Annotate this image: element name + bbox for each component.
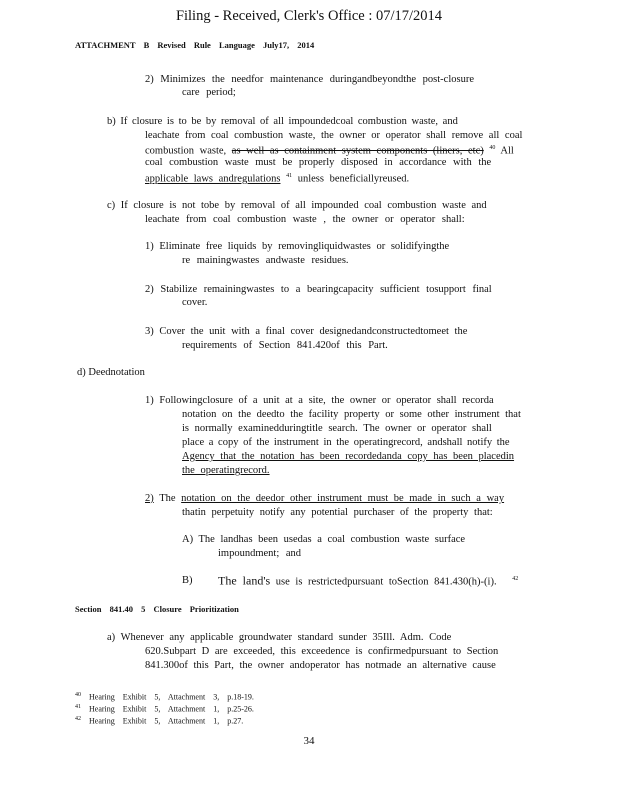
item-B-label: B) xyxy=(182,575,193,586)
footnote-ref-41: 41 xyxy=(286,173,293,179)
struck-text: as well as containment system components (liners, etc) xyxy=(231,145,484,157)
item-A-line-2: impoundment; and xyxy=(218,548,302,559)
footnote-number: 42 xyxy=(75,716,81,722)
page-number: 34 xyxy=(303,735,315,747)
footnote-40 xyxy=(75,690,254,703)
item-c3-line-1: 3) Cover the unit with a final cover designedandconstructedtomeet the xyxy=(145,326,468,337)
underlined-text: applicable laws andregulations xyxy=(145,173,281,185)
item-B-line xyxy=(218,573,518,589)
item-d2-text: The xyxy=(159,493,176,504)
underlined-text: notation on the deedor other instrument must be made in such a way xyxy=(181,493,505,504)
para-b-text: unless beneficiallyreused. xyxy=(297,173,410,185)
item-d2-line-1 xyxy=(145,492,504,505)
para-b-text: combustion waste, xyxy=(145,145,227,157)
item-d1-line-1: 1) Followingclosure of a unit at a site, the owner or operator shall recorda xyxy=(145,395,494,406)
para-b-text: All xyxy=(500,145,514,157)
para-c-line-1: c) If closure is not tobe by removal of all impounded coal combustion waste and xyxy=(107,200,487,211)
item-d2-line-2: thatin perpetuity notify any potential purchaser of the property that: xyxy=(182,507,493,518)
footnote-text: Hearing Exhibit 5, Attachment 1, p.27. xyxy=(89,716,244,726)
footnote-text: Hearing Exhibit 5, Attachment 1, p.25-26. xyxy=(89,704,254,714)
sec-a-line-3: 841.300of this Part, the owner andoperator has notmade an alternative cause xyxy=(145,660,496,671)
item-2-line-2: care period; xyxy=(182,87,236,98)
para-b-line-1: b) If closure is to be by removal of all impoundedcoal combustion waste, and xyxy=(107,116,458,127)
para-b-line-4: coal combustion waste must be properly disposed in accordance with the xyxy=(145,157,492,168)
section-heading: Section 841.40 5 Closure Prioritization xyxy=(75,604,239,614)
footnote-text: Hearing Exhibit 5, Attachment 3, p.18-19. xyxy=(89,692,254,702)
attachment-line: ATTACHMENT B Revised Rule Language July17, 2014 xyxy=(75,40,315,50)
item-A-line-1: A) The landhas been usedas a coal combustion waste surface xyxy=(182,534,466,545)
item-d2-number: 2) xyxy=(145,493,154,504)
footnote-42 xyxy=(75,714,243,727)
item-c3-line-2: requirements of Section 841.420of this Part. xyxy=(182,340,388,351)
item-c2-line-2: cover. xyxy=(182,297,208,308)
item-d1-line-3: is normally examinedduringtitle search. The owner or operator shall xyxy=(182,423,492,434)
item-2-line-1: 2) Minimizes the needfor maintenance duringandbeyondthe post-closure xyxy=(145,74,474,85)
sec-a-line-1: a) Whenever any applicable groundwater standard sunder 35Ill. Adm. Code xyxy=(107,632,452,643)
item-d1-line-4: place a copy of the instrument in the operatingrecord, andshall notify the xyxy=(182,437,510,448)
item-c1-line-2: re mainingwastes andwaste residues. xyxy=(182,255,349,266)
item-c2-line-1: 2) Stabilize remainingwastes to a bearingcapacity sufficient tosupport final xyxy=(145,284,492,295)
item-B-text: use is restrictedpursuant toSection 841.430(h)-(i). xyxy=(275,576,497,588)
para-b-line-2: leachate from coal combustion waste, the owner or operator shall remove all coal xyxy=(145,130,523,141)
item-B-emphasis: The land's xyxy=(218,573,271,588)
para-c-line-2: leachate from coal combustion waste , the owner or operator shall: xyxy=(145,214,465,225)
footnote-41 xyxy=(75,702,254,715)
para-d-title: d) Deednotation xyxy=(77,367,145,378)
item-d1-line-6: the operatingrecord. xyxy=(182,465,270,476)
footnote-number: 41 xyxy=(75,704,81,710)
footnote-number: 40 xyxy=(75,692,81,698)
filing-header: Filing - Received, Clerk's Office : 07/17/2014 xyxy=(175,8,443,24)
item-c1-line-1: 1) Eliminate free liquids by removingliquidwastes or solidifyingthe xyxy=(145,241,450,252)
item-d1-line-2: notation on the deedto the facility property or some other instrument that xyxy=(182,409,521,420)
footnote-ref-42: 42 xyxy=(512,576,519,582)
para-b-line-5 xyxy=(145,170,409,186)
footnote-ref-40: 40 xyxy=(489,145,496,151)
item-d1-line-5: Agency that the notation has been recordedanda copy has been placedin xyxy=(182,451,515,462)
sec-a-line-2: 620.Subpart D are exceeded, this exceedence is confirmedpursuant to Section xyxy=(145,646,499,657)
